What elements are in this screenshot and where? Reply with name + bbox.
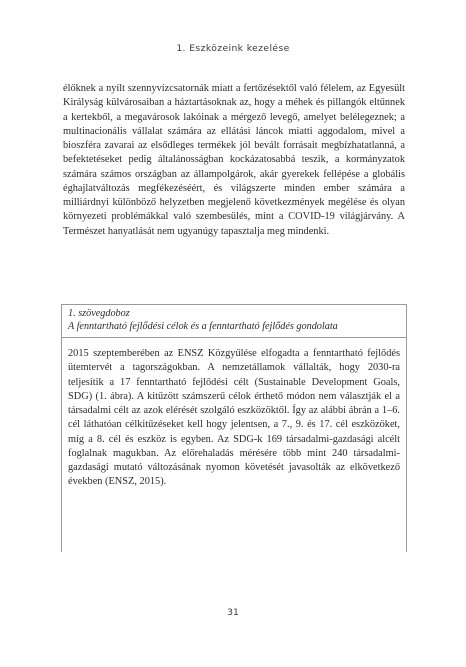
text-box [61,304,407,552]
text-box-body [62,338,406,490]
text-box-paragraph: 2015 szeptemberében az ENSZ Közgyűlése elfogadta a fenntartható fejlődés ütemtervét a tagországokban. A nemzetállamok vállalták, hogy 2030-ra teljesítik a 17 fenntartható fejlődési célt (Sustainable Development Goals, SDG) (1. ábra). A kitűzött számszerű célok érthető módon nem választják el a társadalmi célt az azok elérését szolgáló eszközöktől. Így az alábbi ábrán a 1–6. cél láthatóan célkitűzéseket kell hogy jelentsen, a 7., 9. és 17. cél eszközöket, míg a 8. cél és eszköz is egyben. Az SDG-k 169 társadalmi-gazdasági alcélt foglalnak magukban. Az előrehaladás mérésére több mint 240 társadalmi-gazdasági mutató változásának nyomon követését javasolták az elkövetkező években (ENSZ, 2015). [68,348,400,488]
body-paragraph: élőknek a nyílt szennyvízcsatornák miatt a fertőzésektől való félelem, az Egyesült Királyság külvárosaiban a háztartásoknak az, hogy a méhek és pillangók eltűnnek a kertekből, a megavárosok lakóinak a mérgező levegő, amelyet belélegeznek; a multinacionális vállalat számára az ellátási láncok miatti aggodalom, mivel a bioszféra zavarai az elsődleges termékek jól bevált forrásait megbízhatatlanná, a befektetéseket pedig általánosságban kockázatosabbá teszik, a kormányzatok számára számos országban az állampolgárok, akár gyerekek fellépése a globális éghajlatváltozás megfékezéséért, és világszerte minden ember számára a milliárdnyi különböző helyzetben megjelenő következmények megélése és olyan környezeti problémákkal való szembesülés, mint a COVID-19 világjárvány. A Természet hanyatlását nem ugyanúgy tapasztalja meg mindenki. [63,83,405,237]
page-number: 31 [227,607,239,618]
text-box-title: A fenntartható fejlődési célok és a fenntartható fejlődés gondolata [68,320,338,332]
running-head: 1. Eszközeink kezelése [176,43,290,54]
text-box-header [62,305,406,338]
text-box-label: 1. szövegdoboz [68,308,130,319]
body-text [63,82,405,239]
